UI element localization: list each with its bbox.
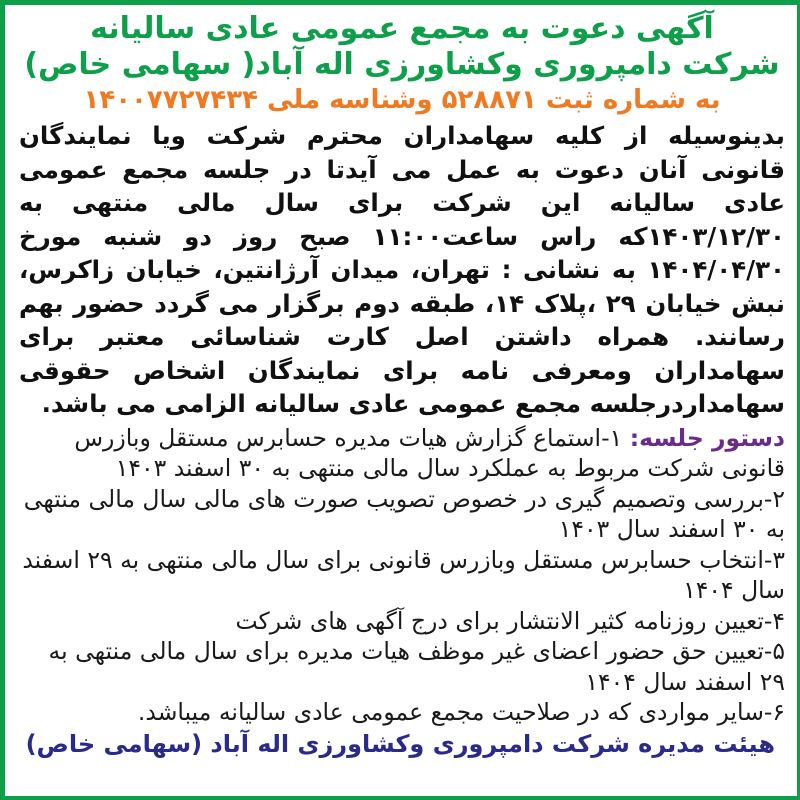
agenda-label: دستور جلسه: (629, 423, 785, 452)
agenda-item-text: ۱-استماع گزارش هیات مدیره حسابرس مستقل وبازرس قانونی شرکت مربوط به عملکرد سال مالی منتهی به ۳۰ اسفند ۱۴۰۳ (74, 423, 785, 482)
agenda-item-4: ۴-تعیین روزنامه کثیر الانتشار برای درج آگهی های شرکت (235, 606, 785, 635)
notice-document (5, 5, 797, 760)
agenda-section (19, 423, 785, 728)
agenda-item-2: ۲-بررسی وتصمیم گیری در خصوص تصویب صورت های مالی سال مالی منتهی به ۳۰ اسفند سال ۱۴۰۳ (23, 484, 785, 543)
notice-title-line1: آگهی دعوت به مجمع عمومی عادی سالیانه (90, 11, 714, 46)
board-signature: هیئت مدیره شرکت دامپروری وکشاورزی اله آباد (سهامی خاص) (25, 729, 775, 758)
notice-title-line2: شرکت دامپروری وکشاورزی اله آباد( سهامی خاص) (24, 47, 780, 82)
agenda-item-6: ۶-سایر مواردی که در صلاحیت مجمع عمومی عادی سالیانه میباشد. (137, 698, 785, 726)
registration-line: به شماره ثبت ۵۲۸۸۷۱ وشناسه ملی ۱۴۰۰۷۷۲۷۴۳۴ (83, 85, 721, 115)
agenda-item-3: ۳-انتخاب حسابرس مستقل وبازرس قانونی برای سال مالی منتهی به ۲۹ اسفند سال ۱۴۰۴ (22, 545, 785, 604)
agenda-item-1 (19, 423, 785, 484)
notice-body: بدینوسیله از کلیه سهامداران محترم شرکت ویا نمایندگان قانونی آنان دعوت به عمل می آیدتا در جلسه مجمع عمومی عادی سالیانه این شرکت برای سال مالی منتهی به ۱۴۰۳/۱۲/۳۰که راس ساعت۱۱:۰۰ صبح روز دو شنبه مورخ ۱۴۰۴/۰۴/۳۰ به نشانی : تهران، میدان آرژانتین، خیابان زاکرس، نبش خیابان ۲۹ ،پلاک ۱۴، طبقه دوم برگزار می گردد حضور بهم رسانند. همراه داشتن اصل کارت شناسائی معتبر برای سهامداران ومعرفی نامه برای نمایندگان اشخاص حقوقی سهامداردرجلسه مجمع عمومی عادی سالیانه الزامی می باشد. (19, 121, 785, 418)
agenda-item-5: ۵-تعیین حق حضور اعضای غیر موظف هیات مدیره برای سال مالی منتهی به ۲۹ اسفند سال ۱۴۰۴ (48, 637, 785, 696)
